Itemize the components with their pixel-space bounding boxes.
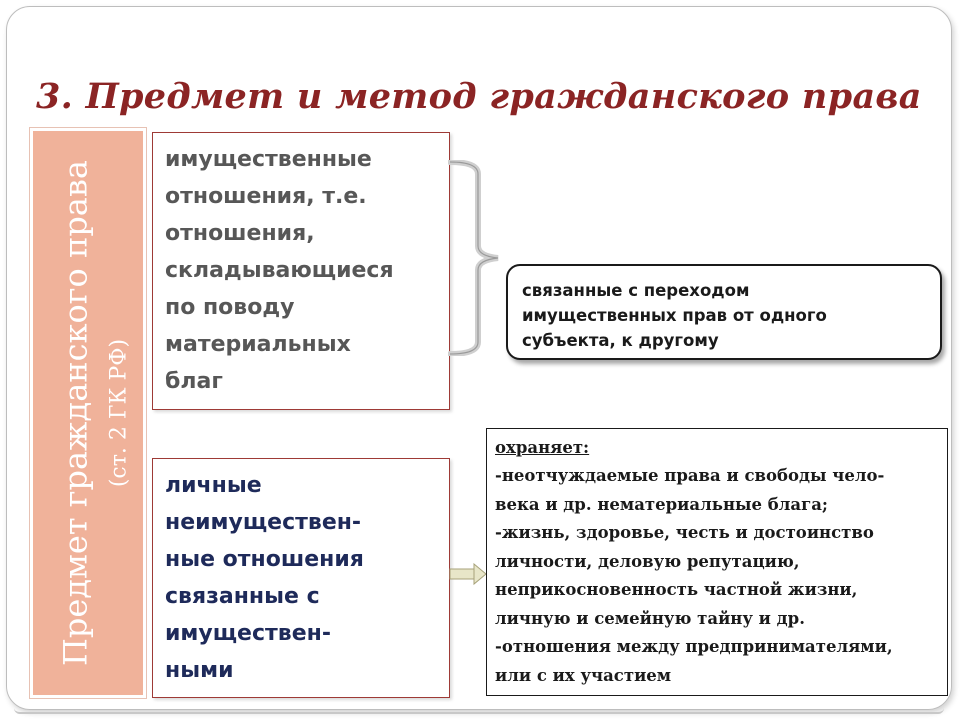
sidebar-subtext: (ст. 2 ГК РФ)	[106, 338, 132, 488]
sidebar-main-text: Предмет гражданского права	[56, 160, 95, 666]
sidebar-rotated-label	[45, 133, 132, 693]
right-arrow-icon	[446, 560, 488, 590]
slide-frame-shadow	[14, 708, 944, 714]
property-transfer-text: связанные с переходом имущественных прав от одного субъекта, к другому	[522, 281, 827, 350]
right-curly-brace-icon	[448, 160, 508, 356]
personal-relations-box	[152, 458, 450, 698]
property-relations-text: имущественные отношения, т.е. отношения, складывающиеся по поводу материальных благ	[165, 147, 394, 394]
protects-box	[486, 428, 948, 696]
property-relations-box	[152, 132, 450, 410]
slide-title: 3. Предмет и метод гражданского права	[36, 76, 922, 117]
protects-list: -неотчуждаемые права и свободы чело- века и др. нематериальные блага; -жизнь, здоровье, честь и достоинство личности, деловую репутацию, неприкосновенность частной жизни, личную и семейную тайну и др. -отношения между предпринимателями, или с их участием	[495, 466, 893, 685]
personal-relations-text: личные неимуществен- ные отношения связанные с имуществен- ными	[165, 473, 364, 683]
protects-heading: охраняет:	[495, 438, 590, 457]
property-transfer-callout	[506, 264, 942, 360]
